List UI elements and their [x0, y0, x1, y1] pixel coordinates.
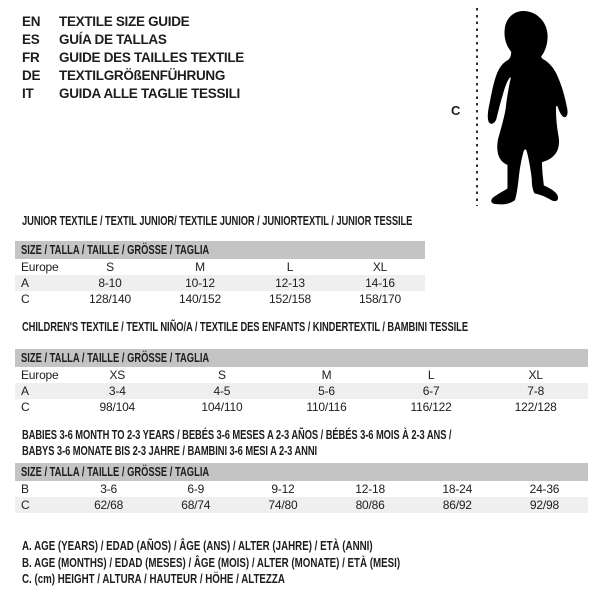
- table-row-europe: [15, 367, 588, 383]
- size-cell: S: [106, 259, 114, 274]
- language-title-list: [22, 13, 244, 103]
- language-code: EN: [22, 14, 41, 29]
- table-title-line1: BABIES 3-6 MONTH TO 2-3 YEARS / BEBÉS 3-6 MESES A 2-3 AÑOS / BÉBÉS 3-6 MOIS À 2-3 ANS /: [22, 427, 452, 442]
- value-cell: 158/170: [359, 291, 401, 306]
- value-cell: 10-12: [185, 275, 215, 290]
- size-header-label: SIZE / TALLA / TAILLE / GRÖSSE / TAGLIA: [21, 350, 210, 365]
- babies-textile-table: [15, 427, 588, 513]
- value-cell: 140/152: [179, 291, 221, 306]
- value-cell: 62/68: [94, 498, 124, 512]
- legend-line-c: C. (cm) HEIGHT / ALTURA / HAUTEUR / HÖHE / ALTEZZA: [22, 572, 285, 586]
- size-cell: XL: [372, 259, 388, 274]
- language-code: IT: [22, 86, 34, 101]
- value-cell: 6-9: [187, 482, 205, 496]
- value-cell: 6-7: [422, 383, 440, 398]
- row-label: A: [21, 383, 29, 398]
- value-cell: 122/128: [514, 399, 557, 414]
- value-cell: 104/110: [201, 399, 243, 414]
- table-row-a: [15, 383, 588, 399]
- table-row-b: [15, 481, 588, 497]
- size-cell: L: [286, 259, 294, 274]
- language-code: FR: [22, 50, 40, 65]
- language-row-it: [22, 85, 244, 103]
- size-cell: L: [427, 367, 435, 382]
- language-row-en: [22, 13, 244, 31]
- value-cell: 4-5: [213, 383, 231, 398]
- value-cell: 86/92: [442, 498, 472, 512]
- value-cell: 68/74: [181, 498, 211, 512]
- value-cell: 18-24: [442, 482, 473, 496]
- language-row-de: [22, 67, 244, 85]
- children-textile-table: [15, 319, 588, 415]
- language-row-fr: [22, 49, 244, 67]
- size-cell: S: [217, 367, 226, 382]
- value-cell: 8-10: [98, 275, 122, 290]
- language-title: TEXTILGRÖßENFÜHRUNG: [59, 68, 226, 83]
- language-title: TEXTILE SIZE GUIDE: [59, 14, 190, 29]
- row-label: C: [21, 291, 30, 306]
- row-label: A: [21, 275, 29, 290]
- size-header-bar: [15, 349, 588, 367]
- language-title: GUIDE DES TAILLES TEXTILE: [59, 50, 245, 65]
- table-title-line2: BABYS 3-6 MONATE BIS 2-3 JAHRE / BAMBINI 3-6 MESI A 2-3 ANNI: [22, 442, 318, 458]
- language-code: DE: [22, 68, 41, 83]
- row-label: B: [21, 482, 29, 496]
- legend-line-b: B. AGE (MONTHS) / EDAD (MESES) / ÂGE (MOIS) / ALTER (MONATE) / ETÀ (MESI): [22, 555, 401, 570]
- value-cell: 14-16: [365, 275, 395, 290]
- value-cell: 80/86: [355, 498, 385, 512]
- value-cell: 110/116: [306, 399, 347, 414]
- language-title: GUÍA DE TALLAS: [59, 32, 167, 47]
- table-row-europe: [15, 259, 425, 275]
- table-title: JUNIOR TEXTILE / TEXTIL JUNIOR/ TEXTILE JUNIOR / JUNIORTEXTIL / JUNIOR TESSILE: [22, 213, 413, 228]
- value-cell: 74/80: [268, 498, 298, 512]
- measure-legend: [22, 538, 507, 588]
- size-cell: M: [321, 367, 332, 382]
- row-label: Europe: [21, 367, 59, 382]
- row-label: Europe: [21, 259, 59, 274]
- size-cell: XS: [109, 367, 126, 382]
- size-header-label: SIZE / TALLA / TAILLE / GRÖSSE / TAGLIA: [21, 465, 210, 479]
- height-measure-label: C: [451, 103, 461, 118]
- baby-silhouette-icon: [486, 9, 570, 206]
- value-cell: 3-6: [100, 482, 117, 496]
- value-cell: 24-36: [529, 482, 560, 496]
- value-cell: 152/158: [269, 291, 311, 306]
- size-header-bar: [15, 463, 588, 481]
- value-cell: 3-4: [108, 383, 126, 398]
- legend-line-a: A. AGE (YEARS) / EDAD (AÑOS) / ÂGE (ANS) / ALTER (JAHRE) / ETÀ (ANNI): [22, 539, 373, 553]
- value-cell: 98/104: [99, 399, 136, 414]
- language-title: GUIDA ALLE TAGLIE TESSILI: [59, 86, 240, 101]
- value-cell: 12-18: [355, 482, 385, 496]
- value-cell: 128/140: [89, 291, 131, 306]
- value-cell: 116/122: [410, 399, 452, 414]
- table-row-c: [15, 497, 588, 513]
- language-code: ES: [22, 32, 40, 47]
- size-header-label: SIZE / TALLA / TAILLE / GRÖSSE / TAGLIA: [21, 242, 210, 257]
- value-cell: 9-12: [271, 482, 295, 496]
- height-dotted-line: [476, 8, 478, 206]
- size-header-bar: [15, 241, 425, 259]
- language-row-es: [22, 31, 244, 49]
- table-title: CHILDREN'S TEXTILE / TEXTIL NIÑO/A / TEXTILE DES ENFANTS / KINDERTEXTIL / BAMBINI TESSILE: [22, 319, 469, 334]
- table-row-c: [15, 291, 425, 307]
- value-cell: 5-6: [318, 383, 335, 398]
- size-cell: XL: [528, 367, 543, 382]
- value-cell: 12-13: [275, 275, 305, 290]
- row-label: C: [21, 399, 30, 414]
- size-cell: M: [195, 259, 205, 274]
- row-label: C: [21, 498, 30, 512]
- junior-textile-table: [15, 213, 425, 307]
- table-row-c: [15, 399, 588, 415]
- value-cell: 7-8: [527, 383, 545, 398]
- value-cell: 92/98: [529, 498, 559, 512]
- table-row-a: [15, 275, 425, 291]
